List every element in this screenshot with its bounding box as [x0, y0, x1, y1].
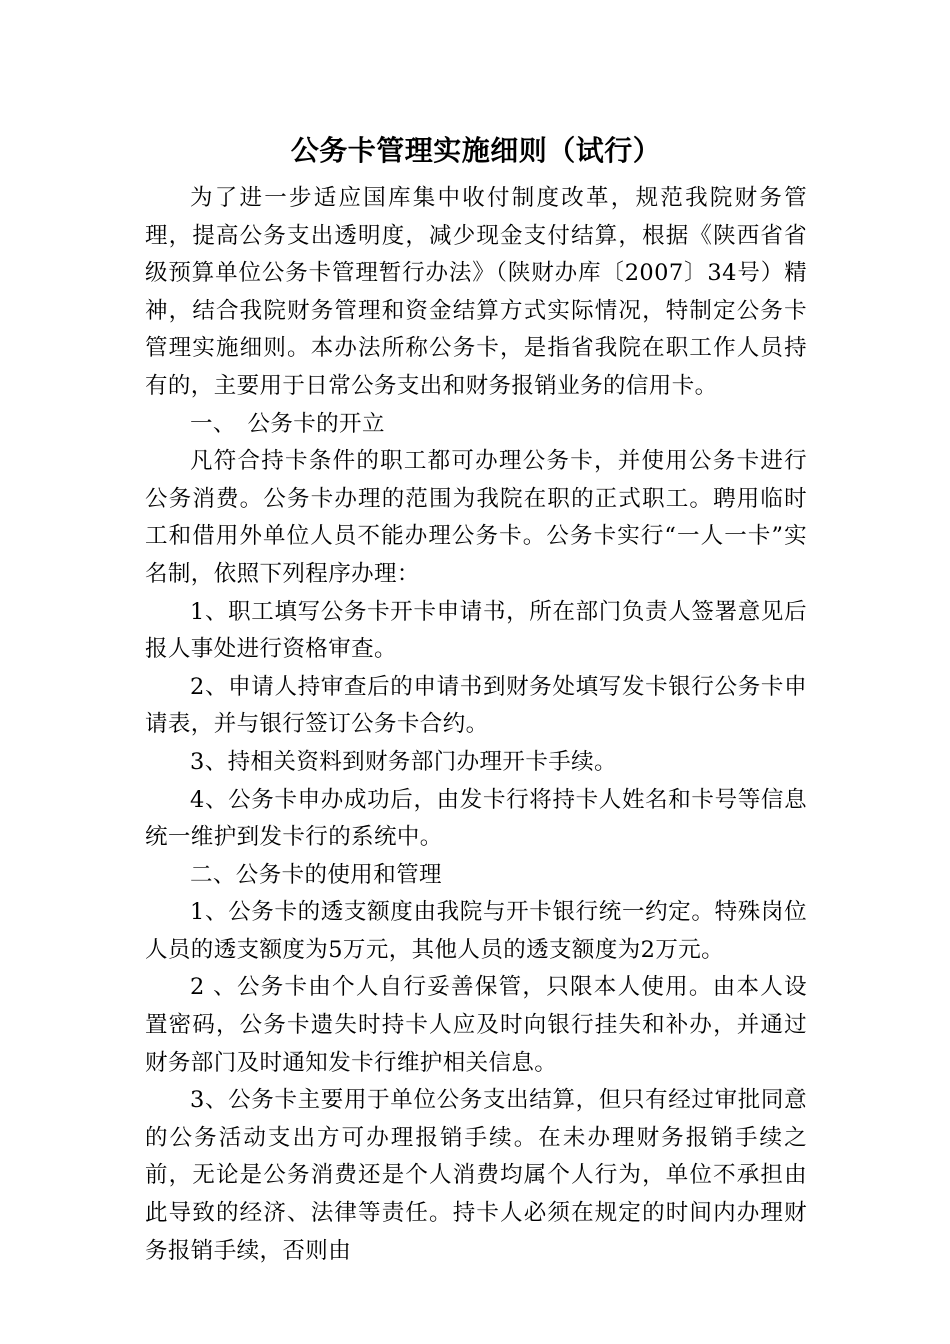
- section-2-heading: 二、公务卡的使用和管理: [190, 861, 442, 888]
- section-2-item-3: 3、公务卡主要用于单位公务支出结算，但只有经过审批同意的公务活动支出方可办理报销手续。在未办理财务报销手续之前，无论是公务消费还是个人消费均属个人行为，单位不承担由此导致的经济、法律等责任。持卡人必须在规定的时间内办理财务报销手续，否则由: [145, 1087, 807, 1264]
- section-1-item-1: 1、职工填写公务卡开卡申请书，所在部门负责人签署意见后报人事处进行资格审查。: [145, 598, 807, 663]
- section-1-item-3: 3、持相关资料到财务部门办理开卡手续。: [190, 748, 617, 775]
- document-body: [145, 128, 807, 1270]
- section-1-heading: 一、 公务卡的开立: [190, 410, 385, 437]
- intro-paragraph: 为了进一步适应国库集中收付制度改革，规范我院财务管理，提高公务支出透明度，减少现金支付结算，根据《陕西省省级预算单位公务卡管理暂行办法》（陕财办库〔2007〕34号）精神，结合我院财务管理和资金结算方式实际情况，特制定公务卡管理实施细则。本办法所称公务卡，是指省我院在职工作人员持有的，主要用于日常公务支出和财务报销业务的信用卡。: [145, 185, 807, 399]
- section-2-item-1: 1、公务卡的透支额度由我院与开卡银行统一约定。特殊岗位人员的透支额度为5万元，其他人员的透支额度为2万元。: [145, 899, 807, 963]
- document-title: 公务卡管理实施细则（试行）: [290, 134, 662, 167]
- section-2-item-2: 2 、公务卡由个人自行妥善保管，只限本人使用。由本人设置密码，公务卡遗失时持卡人应及时向银行挂失和补办，并通过财务部门及时通知发卡行维护相关信息。: [145, 974, 807, 1076]
- section-1-item-4: 4、公务卡申办成功后，由发卡行将持卡人姓名和卡号等信息统一维护到发卡行的系统中。: [145, 786, 807, 851]
- section-1-body: 凡符合持卡条件的职工都可办理公务卡，并使用公务卡进行公务消费。公务卡办理的范围为我院在职的正式职工。聘用临时工和借用外单位人员不能办理公务卡。公务卡实行“一人一卡”实名制，依照下列程序办理：: [145, 448, 807, 587]
- section-1-item-2: 2、申请人持审查后的申请书到财务处填写发卡银行公务卡申请表，并与银行签订公务卡合约。: [145, 673, 807, 738]
